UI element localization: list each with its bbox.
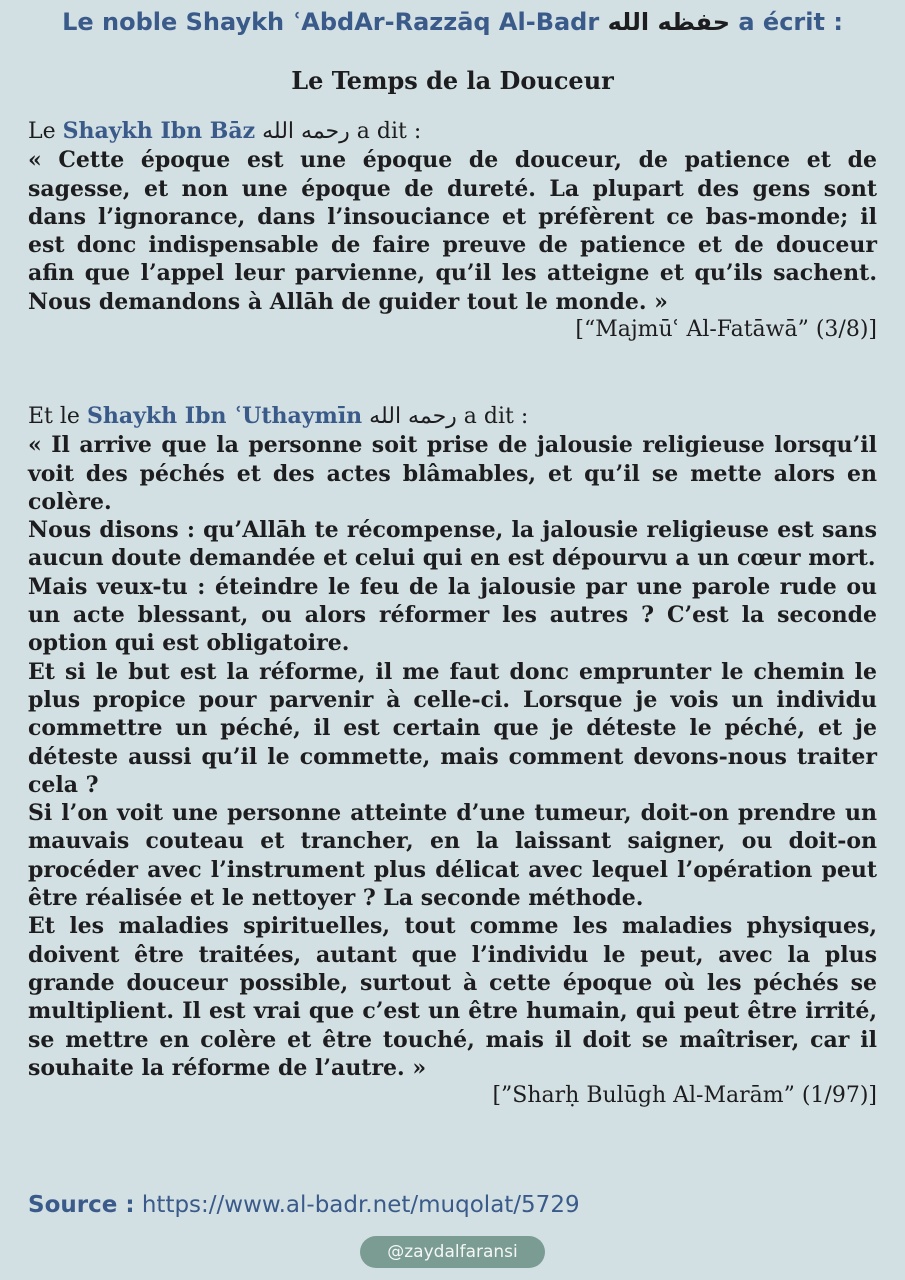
honorific: رحمه الله	[369, 404, 457, 429]
author-handle-badge: @zaydalfaransi	[360, 1236, 545, 1268]
header-prefix: Le noble Shaykh ʿAbdAr-Razzāq Al-Badr	[62, 8, 600, 36]
header-honorific: حفظه الله	[607, 8, 731, 36]
intro-after: a dit :	[356, 119, 422, 144]
quote-text	[28, 431, 877, 1082]
section-intro	[28, 117, 877, 146]
page-title: Le Temps de la Douceur	[291, 66, 614, 95]
intro-before: Le	[28, 119, 56, 144]
quote-paragraph: « Il arrive que la personne soit prise de jalousie religieuse lorsqu’il voit des péchés et des actes blâmables, et qu’il se mette alors en colère.	[28, 432, 877, 515]
quote-reference: [“Majmūʿ Al-Fatāwā” (3/8)]	[575, 317, 877, 343]
source-line	[28, 1192, 580, 1218]
section-ibn-baz	[28, 117, 877, 344]
source-link[interactable]: https://www.al-badr.net/muqolat/5729	[141, 1192, 580, 1218]
source-label: Source :	[28, 1192, 135, 1218]
scholar-name: Shaykh Ibn Bāz	[62, 118, 256, 144]
quote-reference: [”Sharḥ Bulūgh Al-Marām” (1/97)]	[492, 1083, 877, 1109]
intro-before: Et le	[28, 404, 80, 429]
quote-paragraph: Et les maladies spirituelles, tout comme les maladies physiques, doivent être traitées, autant que l’individu le peut, avec la plus grande douceur possible, surtout à cette époque où les péchés se multiplient. Il est vrai que c’est un être humain, qui peut être irrité, se mettre en colère et être touché, mais il doit se maîtriser, car il souhaite la réforme de l’autre. »	[28, 913, 877, 1081]
quote-paragraph: Si l’on voit une personne atteinte d’une tumeur, doit-on prendre un mauvais couteau et trancher, en la laissant saigner, ou doit-on procéder avec l’instrument plus délicat avec lequel l’opération peut être réalisée et le nettoyer ? La seconde méthode.	[28, 800, 877, 912]
section-ibn-uthaymin	[28, 402, 877, 1110]
header-line	[0, 8, 905, 36]
section-intro	[28, 402, 877, 431]
quote-paragraph: Et si le but est la réforme, il me faut donc emprunter le chemin le plus propice pour parvenir à celle-ci. Lorsque je vois un individu commettre un péché, il est certain que je déteste le péché, et je déteste aussi qu’il le commette, mais comment devons-nous traiter cela ?	[28, 658, 877, 798]
quote-text: « Cette époque est une époque de douceur, de patience et de sagesse, et non une époque de dureté. La plupart des gens sont dans l’ignorance, dans l’insouciance et préfèrent ce bas-monde; il est donc indispensable de faire preuve de patience et de douceur afin que l’appel leur parvienne, qu’il les atteigne et qu’ils sachent. Nous demandons à Allāh de guider tout le monde. »	[28, 147, 877, 315]
quote-paragraph: Mais veux-tu : éteindre le feu de la jalousie par une parole rude ou un acte blessant, ou alors réformer les autres ? C’est la seconde option qui est obligatoire.	[28, 573, 877, 657]
quote-paragraph: Nous disons : qu’Allāh te récompense, la jalousie religieuse est sans aucun doute demandée et celui qui en est dépourvu a un cœur mort.	[28, 517, 877, 572]
scholar-name: Shaykh Ibn ʿUthaymīn	[86, 403, 363, 429]
header-suffix: a écrit :	[738, 8, 843, 36]
intro-after: a dit :	[463, 404, 529, 429]
honorific: رحمه الله	[262, 119, 350, 144]
